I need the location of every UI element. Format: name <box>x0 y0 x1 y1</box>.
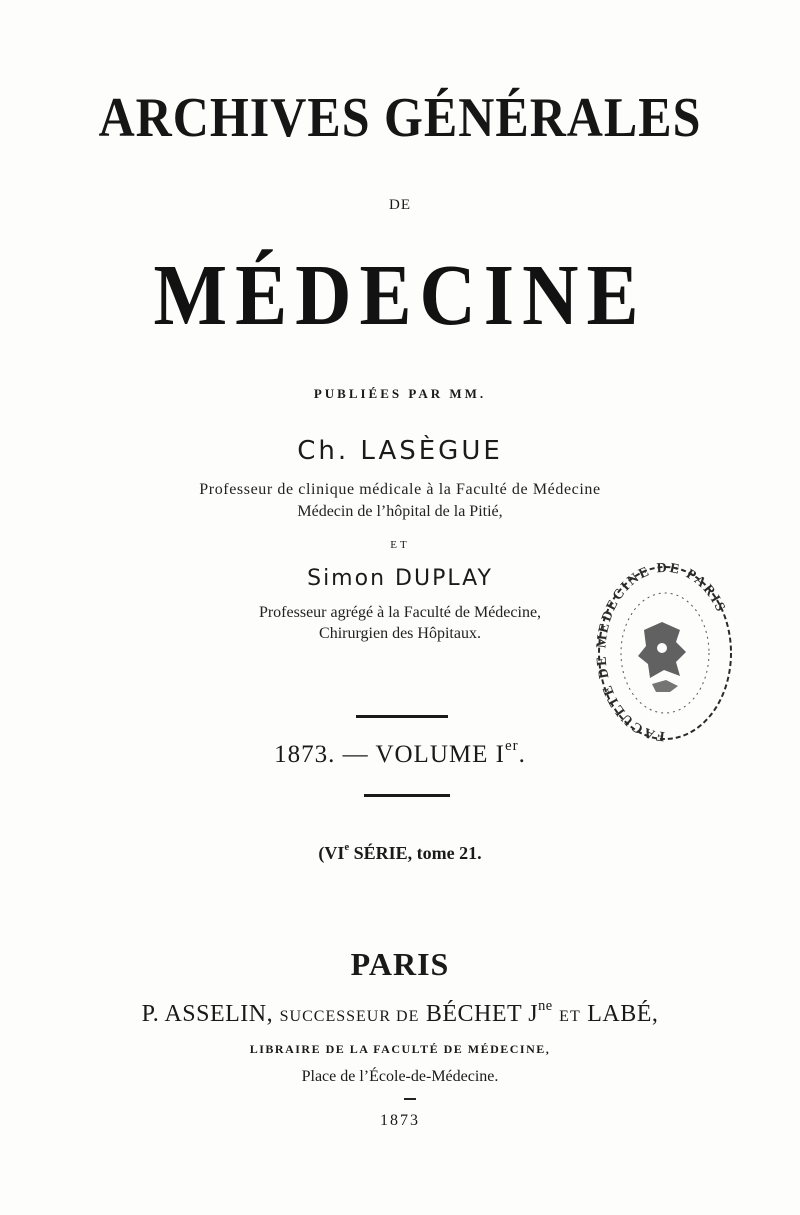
series-superscript: e <box>344 840 350 853</box>
published-by: PUBLIÉES PAR MM. <box>313 386 487 401</box>
volume-text: 1873. — VOLUME I <box>274 741 505 768</box>
author2-prefix: Simon <box>307 566 387 591</box>
publisher-et: ET <box>559 1008 581 1025</box>
rule-top <box>356 715 448 718</box>
author2-description-line1: Professeur agrégé à la Faculté de Médecine, <box>258 604 542 621</box>
author2-surname: DUPLAY <box>395 566 493 591</box>
year: 1873 <box>380 1112 420 1129</box>
series-open: (VI <box>318 843 345 863</box>
stamp-textpath: FACULTE DE MEDECINE DE PARIS <box>594 560 729 744</box>
publisher-line <box>0 998 800 1028</box>
conjunction-et: ET <box>390 539 410 551</box>
publisher-predecessor: BÉCHET J <box>425 1001 539 1027</box>
journal-title-line1: ARCHIVES GÉNÉRALES <box>98 85 702 149</box>
publisher-superscript: ne <box>538 998 553 1015</box>
author2-description-line2: Chirurgien des Hôpitaux. <box>319 625 481 642</box>
publisher-successor: SUCCESSEUR DE <box>279 1008 420 1025</box>
author1-surname: LASÈGUE <box>360 436 503 466</box>
publisher-name: P. ASSELIN, <box>141 1001 274 1027</box>
bookseller: LIBRAIRE DE LA FACULTÉ DE MÉDECINE, <box>249 1042 551 1056</box>
author1-prefix: Ch. <box>297 436 350 466</box>
stamp-emblem <box>638 622 686 692</box>
series-text: SÉRIE, tome 21. <box>349 843 482 863</box>
library-stamp <box>592 560 738 746</box>
publisher-partner: LABÉ, <box>587 1001 659 1027</box>
series-line <box>0 840 800 864</box>
city: PARIS <box>350 946 450 982</box>
address: Place de l’École-de-Médecine. <box>301 1068 499 1085</box>
rule-bottom <box>364 794 450 797</box>
author1-name <box>0 436 800 466</box>
journal-title-line2: MÉDECINE <box>153 245 647 344</box>
author1-description-line1: Professeur de clinique médicale à la Faculté de Médecine <box>199 481 601 498</box>
separator-dash <box>404 1098 416 1100</box>
author1-description-line2: Médecin de l’hôpital de la Pitié, <box>297 503 503 520</box>
volume-superscript: er <box>504 738 519 754</box>
volume-suffix: . <box>518 741 526 768</box>
title-de: DE <box>389 197 411 213</box>
